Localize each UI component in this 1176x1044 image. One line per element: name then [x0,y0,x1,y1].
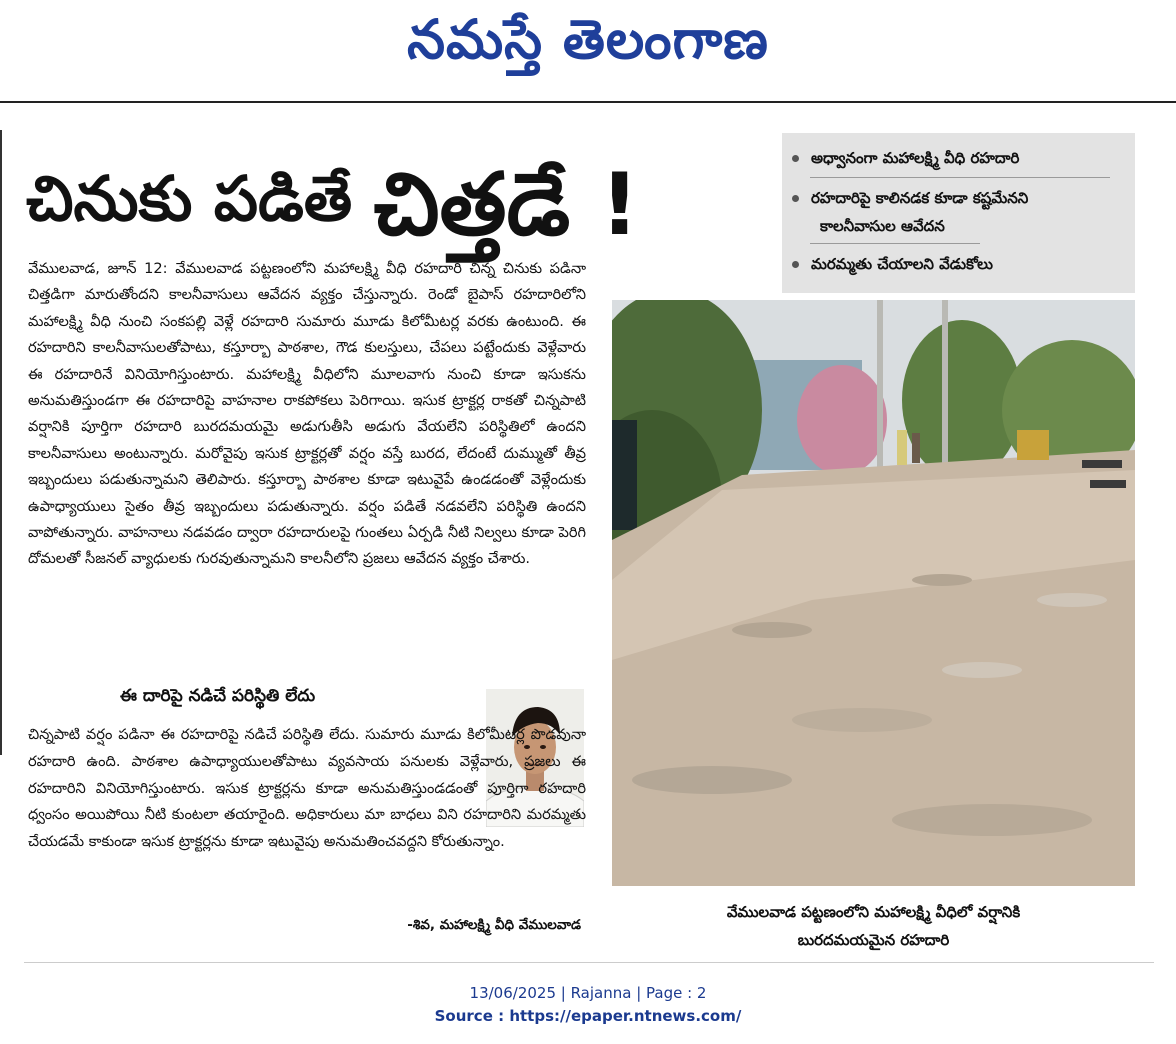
muddy-road-photo [612,300,1135,886]
article-body: వేములవాడ, జూన్ 12: వేములవాడ పట్టణంలోని మహాలక్ష్మి వీధి రహదారి చిన్న చినుకు పడినా చిత్తడిగా మారుతోందని కాలనీవాసులు ఆవేదన వ్యక్తం చేస్తున్నారు. రెండో బైపాస్ రహదారిలోని మహాలక్ష్మి వీధి నుంచి సంకపల్లి వెళ్లే రహదారి సుమారు మూడు కిలోమీటర్ల వరకు ఉంటుంది. ఈ రహదారిని కాలనీవాసులతోపాటు, కస్తూర్బా పాఠశాల, గౌడ కులస్తులు, చేపలు పట్టేందుకు వెళ్లేవారు ఈ రహదారినే వినియోగిస్తుంటారు. మహాలక్ష్మి వీధిలోని మూలవాగు నుంచి కూడా ఇసుకను అనుమతిస్తుండగా ఈ రహదారిపై వాహనాల రాకపోకలు పెరిగాయి. ఇసుక ట్రాక్టర్ల రాకతో చిన్నపాటి వర్షానికి పూర్తిగా రహదారి బురదమయమై అడుగుతీసి అడుగు వేయలేని పరిస్థితిలో ఉందని కాలనీవాసులు అంటున్నారు. మరోవైపు ఇసుక ట్రాక్టర్లతో వర్షం వస్తే బురద, లేదంటే దుమ్ముతో తీవ్ర ఇబ్బందులు పడుతున్నామని తెలిపారు. కస్తూర్బా పాఠశాల కూడా ఇటువైపే ఉండడంతో వెళ్లేందుకు ఉపాధ్యాయులు సైతం తీవ్ర ఇబ్బందులు పడుతున్నారు. వర్షం పడితే నడవలేని పరిస్థితి ఉందని వాపోతున్నారు. వాహనాలు నడవడం ద్వారా రహదారులపై గుంతలు ఏర్పడి నీటి నిల్వలు కూడా పెరిగి దోమలతో సీజనల్ వ్యాధులకు గురవుతున్నామని కాలనీలోని ప్రజలు ఆవేదన వ్యక్తం చేశారు. [28,260,586,568]
headline-part2: చిత్తడే ! [373,155,640,255]
article-left-border [0,130,2,755]
bullet-icon [792,155,799,162]
highlight-divider [810,177,1110,178]
caption-line2: బురదమయమైన రహదారి [797,931,950,949]
bullet-icon [792,195,799,202]
highlights-box [782,133,1135,293]
article-headline [26,148,640,255]
highlight-item: రహదారిపై కాలినడక కూడా కష్టమేనని [792,185,1028,211]
footer-source-link[interactable]: Source : https://epaper.ntnews.com/ [434,1007,742,1025]
resident-quote: చిన్నపాటి వర్షం పడినా ఈ రహదారిపై నడిచే పరిస్థితి లేదు. సుమారు మూడు కిలోమీటర్ల పొడవునా రహదారి ఉంది. పాఠశాల ఉపాధ్యాయులతోపాటు వ్యవసాయ పనులకు వెళ్లేవారు, ప్రజలు ఈ రహదారిని వినియోగిస్తుంటారు. ఇసుక ట్రాక్టర్లను కూడా అనుమతిస్తుండడంతో పూర్తిగా రహదారి ధ్వంసం అయిపోయి నీటి కుంటలా తయారైంది. అధికారులు మా బాధలు విని రహదారిని మరమ్మతు చేయడమే కాకుండా ఇసుక ట్రాక్టర్లను కూడా ఇటువైపు అనుమతించవద్దని కోరుతున్నాం. [28,726,586,851]
page-footer [0,982,1176,1028]
highlight-item-continued: కాలనీవాసుల ఆవేదన [820,217,945,235]
quote-byline: -శివ, మహాలక్ష్మి వీధి వేములవాడ [407,917,581,933]
caption-line1: వేములవాడ పట్టణంలోని మహాలక్ష్మి వీధిలో వర్షానికి [726,903,1021,921]
masthead-logo: నమస్తే తెలంగాణ [407,8,769,71]
masthead [0,0,1176,100]
photo-caption [612,898,1135,954]
headline-part1: చినుకు పడితే [26,162,374,235]
article-subheading: ఈ దారిపై నడిచే పరిస్థితి లేదు [120,686,316,706]
highlight-divider [810,243,980,244]
highlight-item: మరమ్మతు చేయాలని వేడుకోలు [792,251,993,277]
footer-edition-info: 13/06/2025 | Rajanna | Page : 2 [469,984,707,1002]
highlight-item: అధ్వానంగా మహాలక్ష్మి వీధి రహదారి [792,145,1019,171]
footer-divider [24,962,1154,963]
bullet-icon [792,261,799,268]
masthead-divider [0,101,1176,103]
